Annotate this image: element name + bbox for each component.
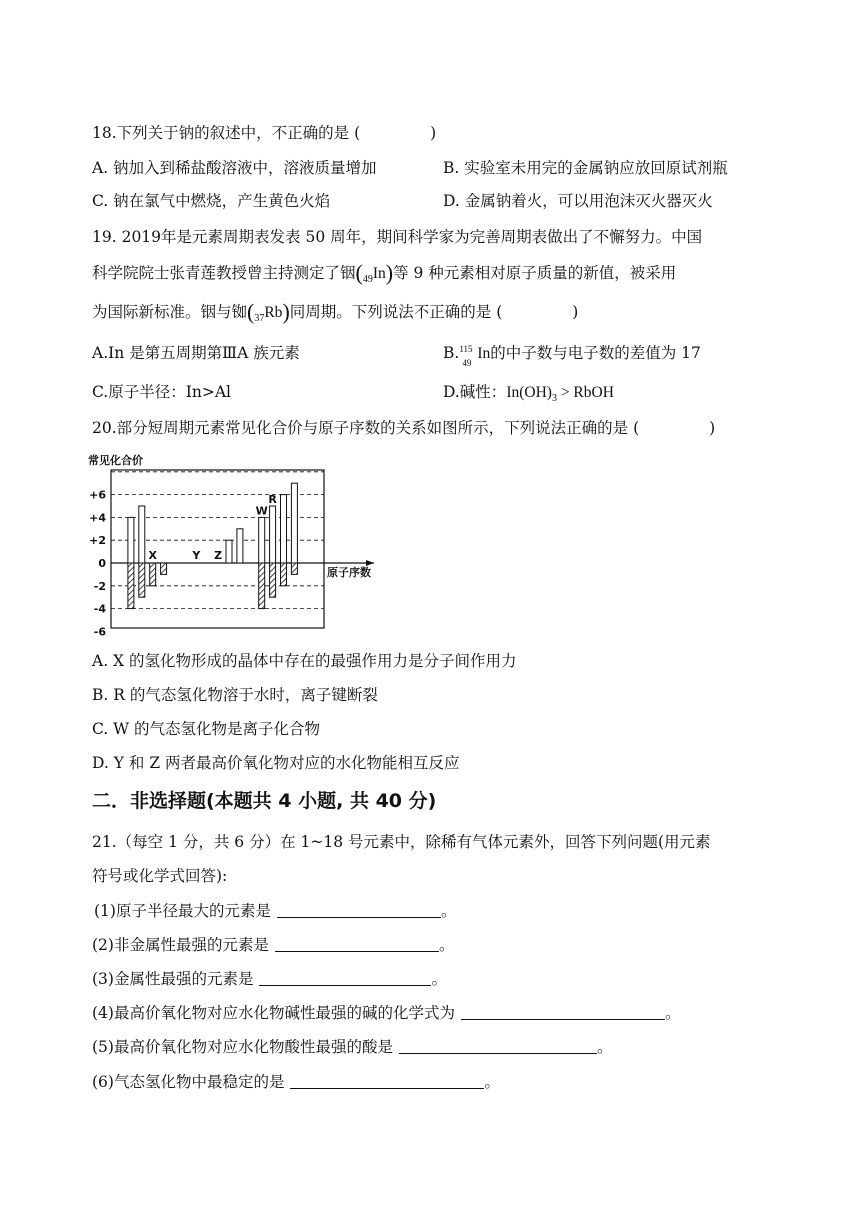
bar-negative-4: [150, 563, 156, 586]
q21-item-4: (4)最高价氧化物对应水化物碱性最强的碱的化学式为 。: [92, 1004, 681, 1022]
q19-stem-line1: 19. 2019年是元素周期表发表 50 周年，期间科学家为完善周期表做出了不懈努力。中国: [92, 228, 703, 246]
q21-item-2: (2)非金属性最强的元素是 。: [92, 936, 455, 954]
q21-item-1: (1)原子半径最大的元素是 。: [94, 902, 457, 920]
q18-stem: 18.下列关于钠的叙述中，不正确的是 ( ): [92, 124, 437, 142]
q19-option-a: A.In 是第五周期第ⅢA 族元素: [92, 344, 300, 362]
q20-option-c: C. W 的气态氢化物是离子化合物: [92, 720, 321, 738]
bar-negative-14: [259, 563, 265, 609]
q20-option-b: B. R 的气态氢化物溶于水时，离子键断裂: [92, 686, 378, 704]
bar-positive-14: [259, 517, 265, 563]
point-label-R: R: [268, 493, 277, 506]
nuclide-notation: 115 49: [459, 344, 473, 368]
bar-positive-3: [139, 506, 145, 563]
q21-stem-line1: 21.（每空 1 分，共 6 分）在 1~18 号元素中，除稀有气体元素外，回答下列问题(用元素: [92, 833, 711, 851]
q19-stem-line2: 科学院院士张青莲教授曾主持测定了铟$(_{49}In)$等 9 种元素相对原子质量的新值，被采用: [92, 260, 677, 286]
answer-blank[interactable]: [275, 935, 439, 952]
answer-blank[interactable]: [259, 969, 431, 986]
q21-item-6: (6)气态氢化物中最稳定的是 。: [92, 1073, 500, 1091]
bar-negative-15: [270, 563, 276, 597]
bar-positive-2: [128, 517, 134, 563]
q18-option-a: A. 钠加入到稀盐酸溶液中，溶液质量增加: [92, 159, 377, 177]
point-label-X: X: [148, 549, 157, 562]
y-tick-label: +6: [89, 488, 106, 502]
q18-option-d: D. 金属钠着火，可以用泡沫灭火器灭火: [443, 192, 713, 210]
q19-option-d: D.碱性：$In(OH)_3$ > RbOH: [443, 383, 614, 405]
bar-negative-3: [139, 563, 145, 597]
point-label-Z: Z: [214, 549, 223, 562]
bar-negative-17: [291, 563, 297, 574]
answer-blank[interactable]: [399, 1037, 597, 1054]
bar-positive-12: [237, 529, 243, 563]
y-tick-label: +2: [89, 534, 106, 548]
bar-positive-15: [270, 506, 276, 563]
y-tick-label: -4: [93, 602, 106, 616]
bar-negative-2: [128, 563, 134, 609]
q19-stem-line3: 为国际新标准。铟与铷$(_{37}Rb)$同周期。下列说法不正确的是 ( ): [92, 299, 579, 325]
y-tick-label: +4: [89, 511, 106, 525]
bar-positive-16: [281, 495, 287, 563]
answer-blank[interactable]: [461, 1003, 665, 1020]
bar-positive-11: [226, 540, 232, 563]
bar-negative-5: [161, 563, 167, 574]
y-tick-label: -2: [93, 579, 106, 593]
q20-option-d: D. Y 和 Z 两者最高价氧化物对应的水化物能相互反应: [92, 754, 460, 772]
q18-option-b: B. 实验室未用完的金属钠应放回原试剂瓶: [443, 159, 728, 177]
y-tick-label: -6: [93, 625, 106, 638]
section-heading: 二．非选择题(本题共 4 小题, 共 40 分): [92, 790, 437, 812]
chart-title: 常见化合价: [88, 454, 143, 467]
q20-stem: 20.部分短周期元素常见化合价与原子序数的关系如图所示，下列说法正确的是 ( ): [92, 419, 716, 437]
q20-option-a: A. X 的氢化物形成的晶体中存在的最强作用力是分子间作用力: [92, 652, 517, 670]
q21-item-3: (3)金属性最强的元素是 。: [92, 970, 447, 988]
answer-blank[interactable]: [277, 901, 441, 918]
q21-stem-line2: 符号或化学式回答):: [92, 867, 228, 885]
q19-option-c: C.原子半径：In>Al: [92, 383, 231, 401]
bar-negative-16: [281, 563, 287, 586]
valence-chart: [84, 452, 384, 638]
answer-blank[interactable]: [290, 1072, 484, 1089]
q19-option-b: B. 115 49 In的中子数与电子数的差值为 17: [443, 344, 701, 368]
q18-option-c: C. 钠在氯气中燃烧，产生黄色火焰: [92, 192, 331, 210]
q21-item-5: (5)最高价氧化物对应水化物酸性最强的酸是 。: [92, 1038, 613, 1056]
y-tick-label: 0: [98, 557, 106, 570]
point-label-Y: Y: [192, 549, 201, 562]
x-axis-label: 原子序数: [327, 566, 371, 579]
point-label-W: W: [255, 504, 268, 518]
bar-positive-17: [291, 483, 297, 563]
